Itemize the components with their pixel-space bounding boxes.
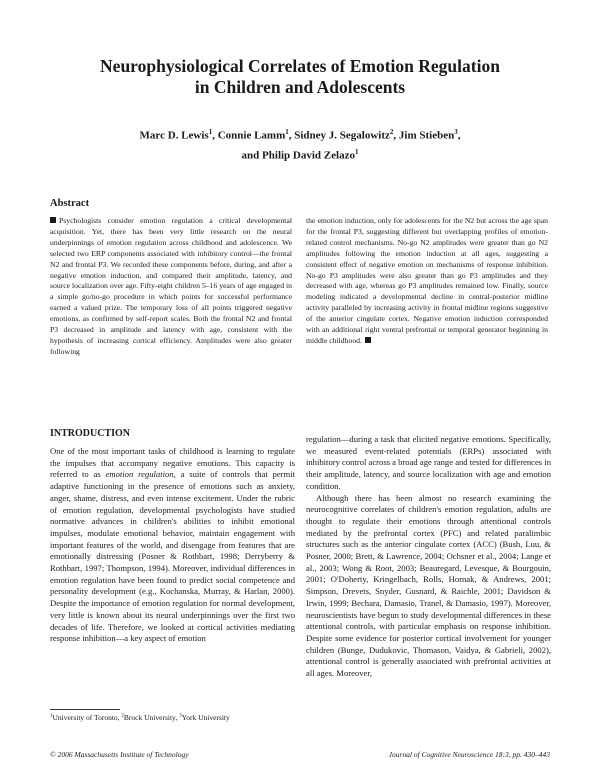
abstract-column-right	[306, 216, 548, 347]
abstract-column-left	[50, 216, 292, 358]
affil-mark: 2	[121, 713, 124, 719]
author: Jim Stieben	[398, 129, 455, 142]
author-affil-mark: 1	[354, 147, 359, 156]
author: Connie Lamm	[217, 129, 286, 142]
affiliation: York University	[181, 713, 230, 722]
affiliations: $^1$University of Toronto, $^2$Brock University, $^3$York University	[50, 713, 230, 722]
affiliation: University of Toronto	[52, 713, 118, 722]
author: Sidney J. Segalowitz	[294, 129, 390, 142]
title-line-2: in Children and Adolescents	[194, 77, 406, 97]
author-separator: ,	[212, 129, 218, 142]
intro-column-right	[306, 434, 551, 680]
author-list	[70, 124, 530, 163]
author-separator: ,	[457, 129, 461, 142]
intro-paragraph: Although there has been almost no research examining the neurocognitive correlates of children's emotion regulation, adults are thought to regulate their emotions through attentional controls mediated by the prefrontal cortex (PFC) and related paralimbic structures such as the anterior cingulate cortex (ACC) (Bush, Luu, & Posner, 2000; Brett, & Lawrence, 2004; Ochsner et al., 2004; Lange et al., 2003; Wong & Root, 2003; Beauregard, Levesque, & Bourgouin, 2001; O'Doherty, Kringelbach, Rolls, Hornak, & Andrews, 2001; Simpson, Drevets, Snyder, Gusnard, & Raichle, 2001; Davidson & Irwin, 1999; Bechara, Damasio, Tranel, & Damasio, 1997). Moreover, neuroscientists have begun to study developmental differences in these attentional controls, with particular emphasis on response inhibition. Despite some evidence for posterior cortical involvement for younger children (Bunge, Dudukovic, Thomason, Vaidya, & Gabrieli, 2002), attentional control is generally associated with prefrontal activities at all ages. Moreover,	[306, 492, 551, 679]
square-end-mark-icon	[365, 337, 371, 343]
square-bullet-icon	[50, 217, 56, 223]
author-separator: ,	[393, 129, 399, 142]
intro-paragraph: regulation—during a task that elicited negative emotions. Specifically, we measured event-related potentials (ERPs) associated with inhibitory control across a broad age range and tested for differences in their amplitude, latency, and source localization with age and emotion condition.	[306, 434, 551, 491]
journal-citation: Journal of Cognitive Neuroscience 18:3, pp. 430–443	[388, 750, 550, 759]
introduction-heading: INTRODUCTION	[50, 428, 131, 439]
abstract-text-left: Psychologists consider emotion regulation a critical developmental acquisition. Yet, there has been very little research on the neural underpinnings of emotion regulation across childhood and adolescence. We selected two ERP components associated with inhibitory control—the frontal N2 and frontal P3. We recorded these components before, during, and after a negative emotion induction, and compared their amplitude, latency, and source localization over age. Fifty-eight children 5–16 years of age engaged in a simple go/no-go procedure in which points for successful performance earned a valued prize. The temporary loss of all points triggered negative emotions, as confirmed by self-report scales. Both the frontal N2 and frontal P3 decreased in amplitude and latency with age, consistent with the hypothesis of increasing cortical efficiency. Amplitudes were also greater following	[50, 216, 292, 356]
intro-emphasis: emotion regulation	[105, 469, 174, 480]
intro-text: , a suite of controls that permit adaptive functioning in the presence of emotions such as anxiety, anger, shame, distress, and even intense excitement. Under the rubric of emotion regulation, developmental psychologists have studied normative advances in children's abilities to inhibit emotional impulses, modulate emotional behavior, maintain engagement with important features of the world, and disengage from features that are emotionally distressing (Posner & Rothbart, 1998; Derryberry & Rothbart, 1997; Thompson, 1994). Moreover, individual differences in emotion regulation have been found to predict social competence and personality development (e.g., Kochanska, Murray, & Harlan, 2000). Despite the importance of emotion regulation for normal development, very little is known about its neural underpinnings over the first two decades of life. Therefore, we looked at cortical activities mediating response inhibition—a key aspect of emotion	[50, 469, 295, 644]
copyright-footer: © 2006 Massachusetts Institute of Technology	[50, 750, 189, 759]
title-line-1: Neurophysiological Correlates of Emotion Regulation	[100, 56, 500, 76]
affil-mark: 1	[50, 713, 53, 719]
footnote-rule	[50, 709, 120, 710]
intro-text: One of the most important tasks of childhood is learning to regulate the impulses that accompany negative emotions. This capacity is referred to as	[50, 446, 295, 480]
paper-title	[40, 56, 560, 98]
author: Marc D. Lewis	[139, 129, 209, 142]
author-affil-mark: 1	[285, 128, 289, 136]
author-affil-mark: 1	[208, 128, 213, 136]
author: Philip David Zelazo	[262, 149, 355, 162]
author-affil-mark: 2	[389, 128, 394, 136]
author-affil-mark: 3	[454, 128, 458, 136]
affil-mark: 3	[179, 713, 182, 719]
affiliation: Brock University	[123, 713, 176, 722]
abstract-heading: Abstract	[50, 198, 90, 209]
author-and: and	[241, 149, 263, 162]
intro-column-left	[50, 446, 295, 645]
author-separator: ,	[288, 129, 295, 142]
abstract-text-right: the emotion induction, only for adolescents for the N2 but across the age span for the frontal P3, suggesting different but overlapping profiles of emotion-related control mechanisms. No-go N2 amplitudes were greater than go N2 amplitudes following the emotion induction at all ages, suggesting a consistent effect of negative emotion on mechanisms of response inhibition. No-go P3 amplitudes were also greater than go P3 amplitudes and they decreased with age, whereas go P3 amplitudes remained low. Finally, source modeling indicated a developmental decline in central-posterior midline activity paralleled by increasing activity in frontal midline regions suggestive of the anterior cingulate cortex. Negative emotion induction corresponded with an additional right ventral prefrontal or temporal generator beginning in middle childhood.	[306, 216, 548, 345]
